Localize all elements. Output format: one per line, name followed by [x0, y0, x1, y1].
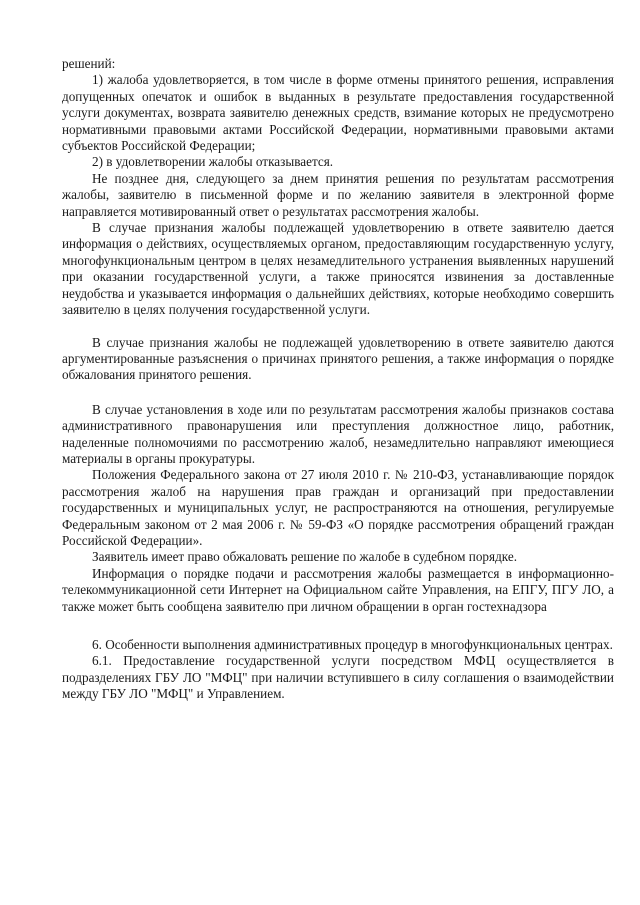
paragraph-complaint-refused: 2) в удовлетворении жалобы отказывается. [92, 154, 334, 170]
paragraph-decisions-intro: решений: [62, 56, 116, 71]
document-page [62, 56, 614, 703]
paragraph-satisfied-response: В случае признания жалобы подлежащей удовлетворению в ответе заявителю дается информация о действиях, осуществляемых органом, предоставляющим государственную услугу, многофункциональным центром в целях незамедлительного устранения выявленных нарушений при оказании государственной услуги, а также приносятся извинения за доставленные неудобства и указывается информация о дальнейших действиях, которые необходимо совершить заявителю в целях получения государственной услуги. [62, 220, 614, 318]
paragraph-federal-law: Положения Федерального закона от 27 июля 2010 г. № 210-ФЗ, устанавливающие порядок рассмотрения жалоб на нарушения прав граждан и организаций при предоставлении государственных и муниципальных услуг, не распространяются на отношения, регулируемые Федеральным законом от 2 мая 2006 г. № 59-ФЗ «О порядке рассмотрения обращений граждан Российской Федерации». [62, 467, 614, 548]
section-heading-mfc: 6. Особенности выполнения административных процедур в многофункциональных центрах. [92, 637, 613, 652]
paragraph-court-appeal: Заявитель имеет право обжаловать решение по жалобе в судебном порядке. [92, 549, 518, 565]
paragraph-mfc-service: 6.1. Предоставление государственной услуги посредством МФЦ осуществляется в подразделениях ГБУ ЛО "МФЦ" при наличии вступившего в силу соглашения о взаимодействии между ГБУ ЛО "МФЦ" и Управлением. [62, 653, 614, 702]
paragraph-complaint-satisfied: 1) жалоба удовлетворяется, в том числе в форме отмены принятого решения, исправления допущенных опечаток и ошибок в выданных в результате предоставления государственной услуги документах, возврата заявителю денежных средств, взимание которых не предусмотрено нормативными правовыми актами Российской Федерации, нормативными правовыми актами субъектов Российской Федерации; [62, 72, 614, 154]
paragraph-complaint-info: Информация о порядке подачи и рассмотрения жалобы размещается в информационно-телекоммуникационной сети Интернет на Официальном сайте Управления, на ЕПГУ, ПГУ ЛО, а также может быть сообщена заявителю при личном обращении в орган гостехнадзора [62, 565, 614, 614]
paragraph-offense-detected: В случае установления в ходе или по результатам рассмотрения жалобы признаков состава административного правонарушения или преступления должностное лицо, работник, наделенные полномочиями по рассмотрению жалоб, незамедлительно направляют имеющиеся материалы в органы прокуратуры. [62, 401, 614, 466]
paragraph-unsatisfied-response: В случае признания жалобы не подлежащей удовлетворению в ответе заявителю даются аргументированные разъяснения о причинах принятого решения, а также информация о порядке обжалования принятого решения. [62, 334, 614, 383]
paragraph-response-deadline: Не позднее дня, следующего за днем принятия решения по результатам рассмотрения жалобы, заявителю в письменной форме и по желанию заявителя в электронной форме направляется мотивированный ответ о результатах рассмотрения жалобы. [62, 170, 614, 219]
